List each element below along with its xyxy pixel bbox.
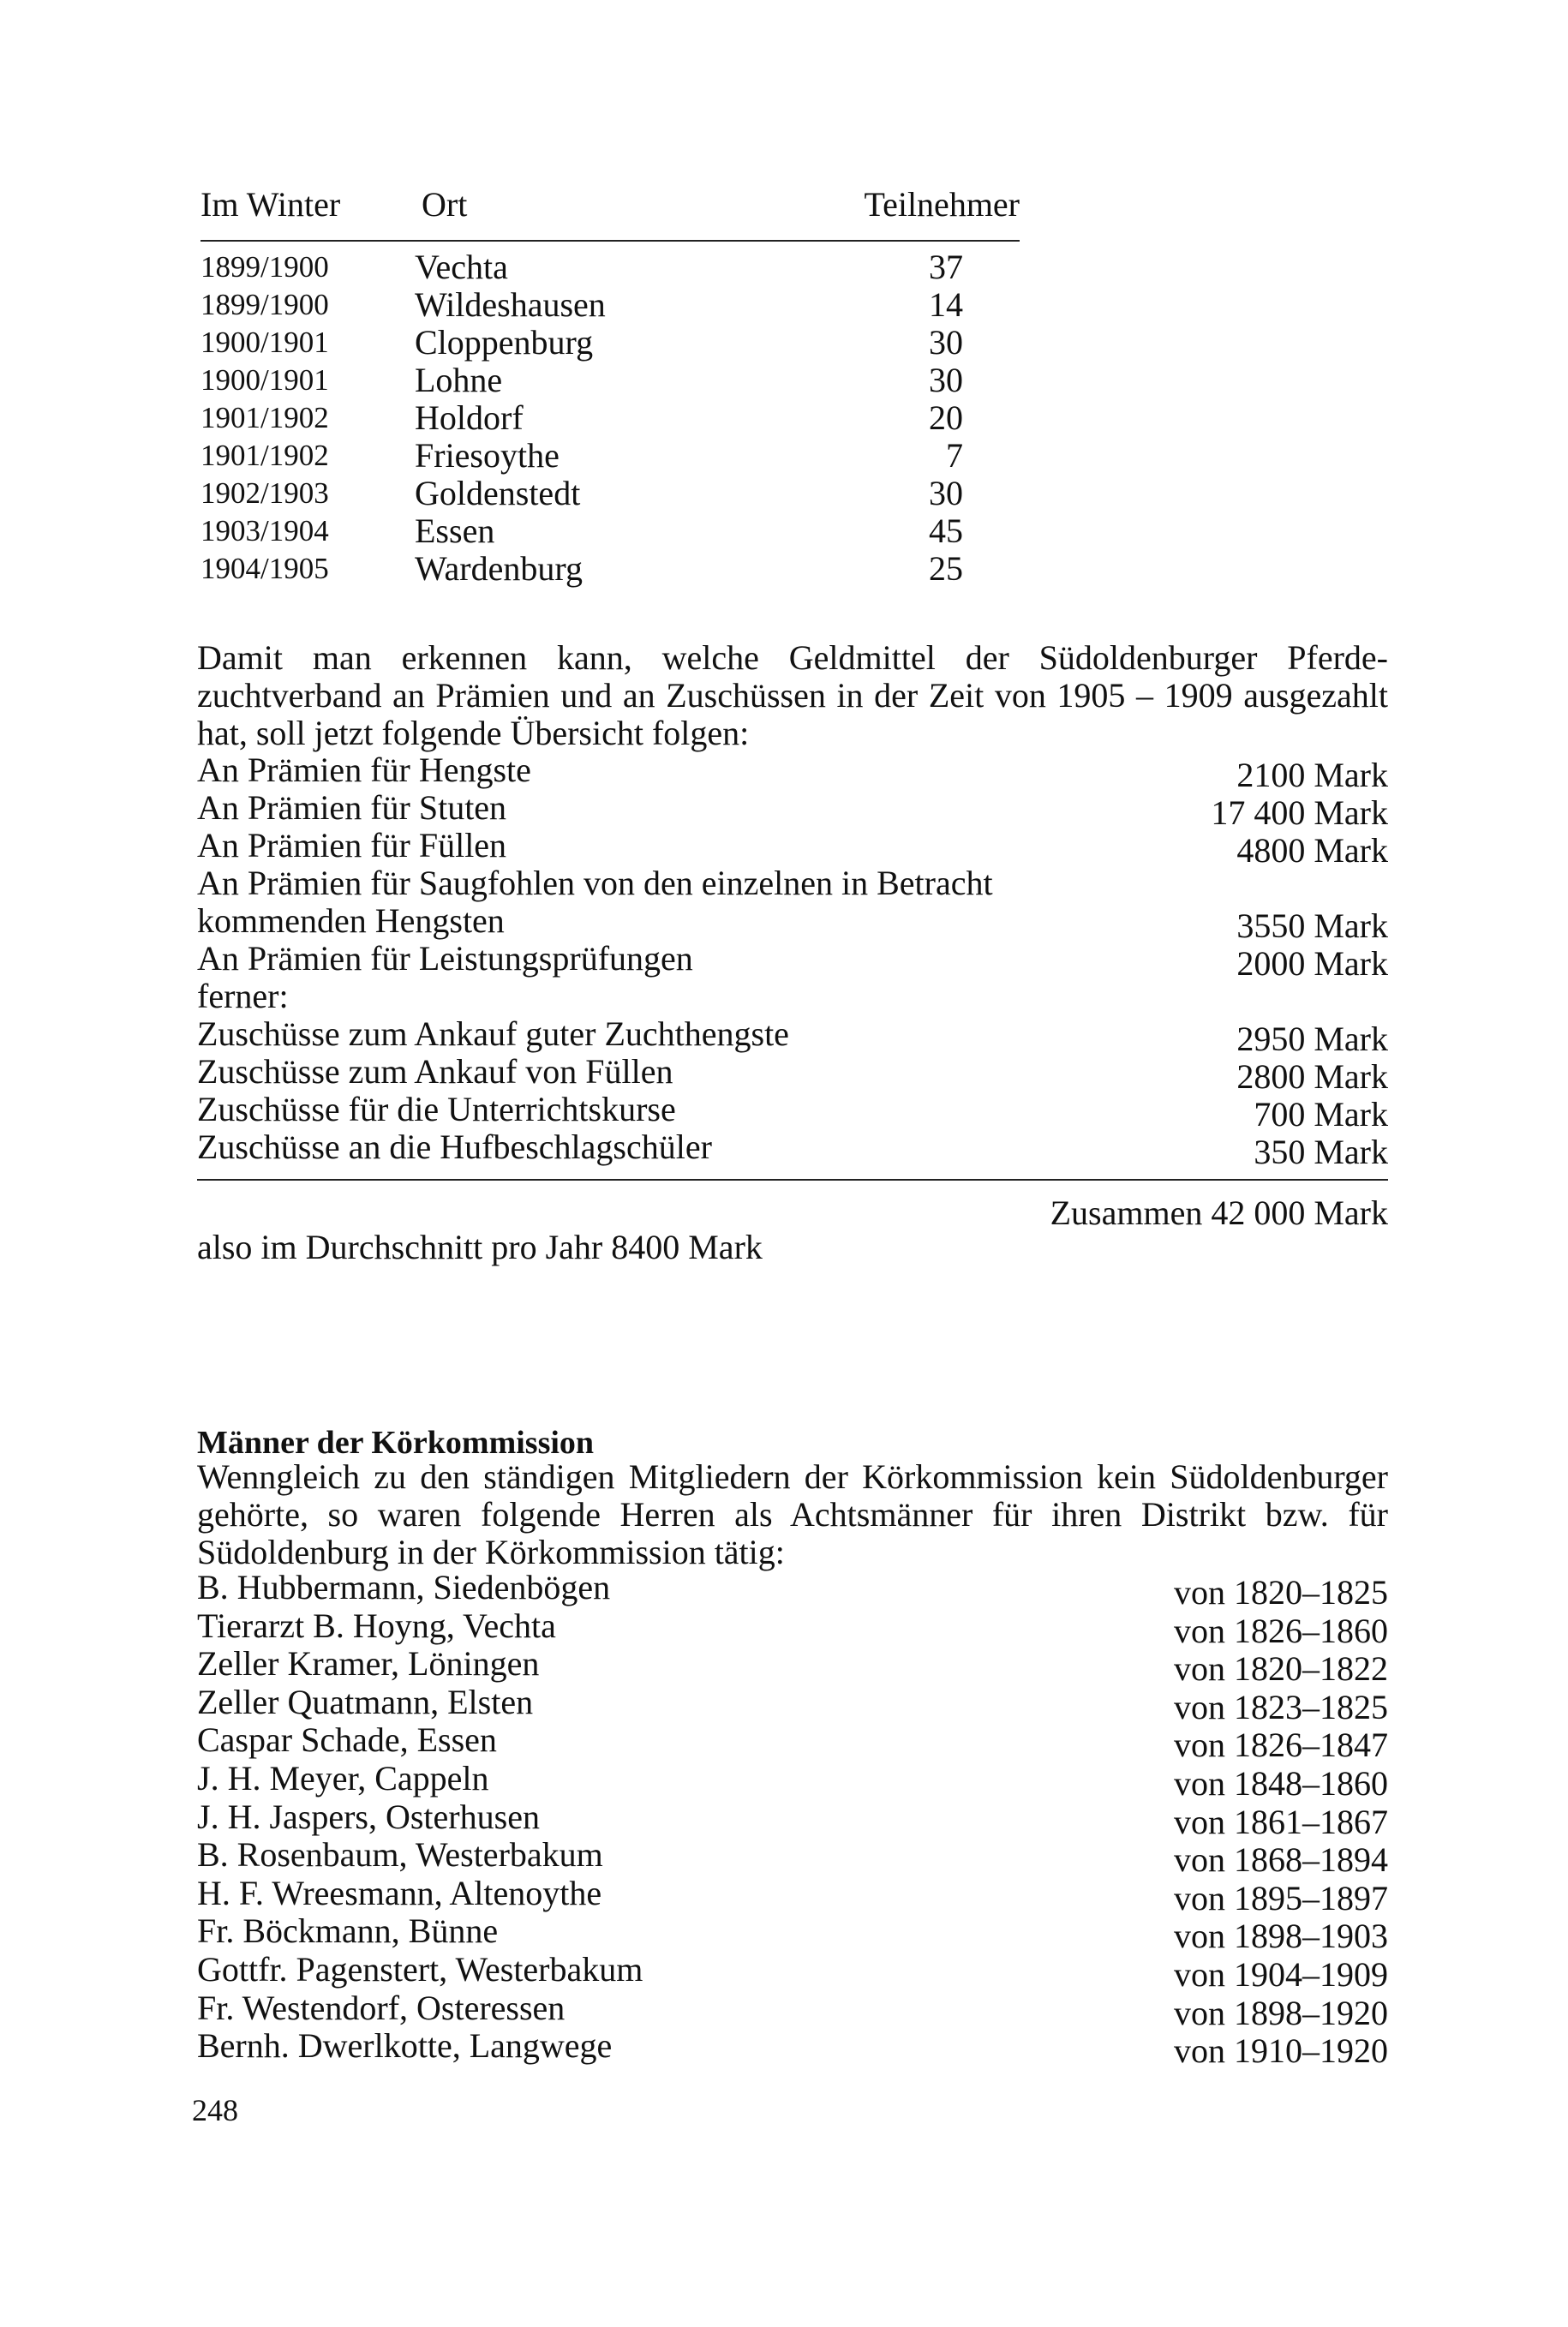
cell-teilnehmer: 14 [929,285,963,324]
table-row [200,512,1020,550]
cell-teilnehmer: 30 [929,361,963,399]
table-row [200,475,1020,512]
ledger-label: Zuschüsse für die Unterrichtskurse [197,1090,676,1128]
member-dates: von 1904–1909 [1174,1954,1388,1994]
cell-ort: Cloppenburg [415,323,594,362]
table-header-rule [200,240,1020,242]
ledger-label: An Prämien für Füllen [197,826,507,864]
ledger-amount: 2100 Mark [1236,756,1388,794]
list-item [197,2026,1388,2071]
ledger-label: An Prämien für Leistungsprüfungen [197,939,693,978]
cell-ort: Vechta [415,248,508,286]
member-dates: von 1898–1920 [1174,1993,1388,2032]
cell-winter: 1900/1901 [200,363,329,397]
ledger-amount: 2000 Mark [1236,944,1388,983]
cell-teilnehmer: 37 [929,248,963,286]
ledger-sum-rule [197,1179,1388,1181]
member-name: J. H. Jaspers, Osterhusen [197,1797,540,1836]
cell-ort: Friesoythe [415,436,560,475]
cell-teilnehmer: 20 [929,398,963,437]
ledger-label: Zuschüsse zum Ankauf von Füllen [197,1052,673,1091]
cell-teilnehmer: 30 [929,474,963,512]
ledger-amount: 3550 Mark [1236,906,1388,945]
member-dates: von 1898–1903 [1174,1917,1388,1956]
ledger-amount: 17 400 Mark [1211,793,1388,832]
cell-winter: 1899/1900 [200,288,329,321]
member-name: Zeller Quatmann, Elsten [197,1682,534,1721]
cell-winter: 1902/1903 [200,476,329,510]
ledger-row [197,1014,1388,1058]
member-dates: von 1861–1867 [1174,1802,1388,1841]
table-row [200,324,1020,362]
ledger-label: An Prämien für Saugfohlen von den einzelnen in Betracht [197,864,993,902]
table-row [200,248,1020,286]
intro-paragraph: Damit man erkennen kann, welche Geldmittel der Südoldenburger Pferde-zuchtverband an Prämien und an Zuschüssen in der Zeit von 1905 – 1909 ausgezahlt hat, soll jetzt folgende Übersicht folgen: [197,638,1388,752]
list-item [197,1758,1388,1803]
ledger-label: Zuschüsse zum Ankauf guter Zuchthengste [197,1014,789,1053]
list-item [197,1568,1388,1612]
ledger-row [197,826,1388,870]
header-winter: Im Winter [200,185,341,224]
ledger-row [197,978,1388,1015]
member-dates: von 1823–1825 [1174,1687,1388,1726]
member-name: B. Rosenbaum, Westerbakum [197,1835,603,1875]
member-name: Zeller Kramer, Löningen [197,1644,540,1684]
ledger-label: An Prämien für Stuten [197,788,507,827]
member-name: H. F. Wreesmann, Altenoythe [197,1873,602,1912]
cell-ort: Wildeshausen [415,285,606,324]
table-row [200,362,1020,399]
list-item [197,1988,1388,2032]
ledger-row [197,1090,1388,1134]
ledger-row [197,939,1388,983]
ledger-average: also im Durchschnitt pro Jahr 8400 Mark [197,1228,763,1266]
ledger-amount: 350 Mark [1254,1133,1388,1171]
ledger-label: ferner: [197,977,289,1015]
header-ort: Ort [422,185,468,224]
member-dates: von 1910–1920 [1174,2031,1388,2071]
cell-winter: 1900/1901 [200,326,329,359]
cell-winter: 1903/1904 [200,514,329,547]
funding-ledger [197,751,1388,1171]
cell-ort: Lohne [415,361,503,399]
cell-teilnehmer: 25 [929,549,963,588]
member-list [197,1568,1388,2071]
ledger-amount: 2950 Mark [1236,1020,1388,1058]
member-name: Fr. Böckmann, Bünne [197,1911,499,1951]
member-name: Caspar Schade, Essen [197,1720,497,1760]
member-name: Tierarzt B. Hoyng, Vechta [197,1606,556,1645]
member-name: Fr. Westendorf, Osteressen [197,1988,566,2027]
member-name: B. Hubbermann, Siedenbögen [197,1568,611,1606]
member-name: J. H. Meyer, Cappeln [197,1758,489,1798]
ledger-row [197,1052,1388,1096]
cell-winter: 1901/1902 [200,401,329,434]
list-item [197,1606,1388,1650]
section-intro: Wenngleich zu den ständigen Mitgliedern der Körkommission kein Südoldenburger gehörte, so waren folgende Herren als Achtsmänner für ihren Distrikt bzw. für Südoldenburg in der Körkommission tätig: [197,1457,1388,1571]
cell-winter: 1904/1905 [200,552,329,585]
cell-teilnehmer: 45 [929,511,963,550]
member-name: Gottfr. Pagenstert, Westerbakum [197,1949,643,1989]
member-dates: von 1868–1894 [1174,1840,1388,1880]
header-teilnehmer: Teilnehmer [864,185,1020,224]
member-dates: von 1848–1860 [1174,1763,1388,1803]
list-item [197,1797,1388,1841]
list-item [197,1949,1388,1994]
course-table [200,248,1020,588]
ledger-amount: 2800 Mark [1236,1057,1388,1096]
ledger-label: Zuschüsse an die Hufbeschlagschüler [197,1128,712,1166]
ledger-label: kommenden Hengsten [197,901,505,940]
ledger-total: Zusammen 42 000 Mark [1050,1193,1388,1232]
list-item [197,1911,1388,1956]
table-row [200,286,1020,324]
cell-ort: Wardenburg [415,549,583,588]
list-item [197,1835,1388,1880]
member-dates: von 1895–1897 [1174,1878,1388,1917]
list-item [197,1682,1388,1726]
page-number: 248 [192,2093,238,2127]
table-row [200,437,1020,475]
member-dates: von 1826–1860 [1174,1611,1388,1650]
list-item [197,1720,1388,1765]
member-name: Bernh. Dwerlkotte, Langwege [197,2026,613,2066]
section-heading: Männer der Körkommission [197,1425,595,1461]
cell-winter: 1901/1902 [200,439,329,472]
ledger-row [197,864,1388,902]
table-row [200,399,1020,437]
list-item [197,1644,1388,1689]
member-dates: von 1820–1825 [1174,1573,1388,1612]
cell-teilnehmer: 30 [929,323,963,362]
ledger-label: An Prämien für Hengste [197,751,531,789]
cell-ort: Essen [415,511,495,550]
list-item [197,1873,1388,1917]
ledger-row [197,901,1388,945]
cell-ort: Holdorf [415,398,524,437]
ledger-row [197,751,1388,794]
ledger-row [197,1128,1388,1171]
ledger-amount: 700 Mark [1254,1095,1388,1134]
ledger-row [197,788,1388,832]
member-dates: von 1826–1847 [1174,1726,1388,1765]
ledger-amount: 4800 Mark [1236,831,1388,870]
table-header [200,184,1020,236]
cell-ort: Goldenstedt [415,474,581,512]
member-dates: von 1820–1822 [1174,1649,1388,1689]
cell-winter: 1899/1900 [200,250,329,284]
cell-teilnehmer: 7 [946,436,963,475]
table-row [200,550,1020,588]
